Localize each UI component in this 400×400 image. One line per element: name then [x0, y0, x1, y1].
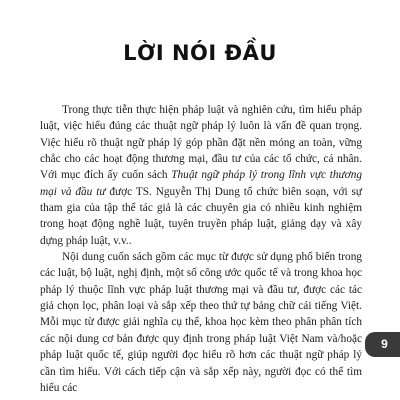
paragraph-2: Nội dung cuốn sách gồm các mục từ được sử dụng phổ biến trong các luật, bộ luật, nghị định, một số công ước quốc tế và trong khoa học pháp lý thuộc lĩnh vực pháp luật thương mại và đầu tư, được các tác giả chọn lọc, phân loại và sắp xếp theo thứ tự bảng chữ cái tiếng Việt. Mỗi mục từ được giải nghĩa cụ thể, khoa học kèm theo phân phân tích các nội dung cơ bản được quy định trong pháp luật Việt Nam và/hoặc pháp luật quốc tế, giúp người đọc hiểu rõ hơn các thuật ngữ pháp lý cần tìm hiểu. Với cách tiếp cận và sắp xếp này, người đọc có thể tìm hiểu các — [40, 251, 362, 394]
paragraph-1-rest: được TS. Nguyễn Thị Dung tổ chức biên soạn, với sự tham gia của tập thể tác giả là các chuyên gia có nhiều kinh nghiệm trong hoạt động nghề luật, tuyên truyền pháp luật, giảng dạy và xây dựng pháp luật, v.v.. — [40, 185, 362, 247]
page-title: LỜI NÓI ĐẦU — [123, 41, 277, 65]
body-text — [40, 102, 362, 396]
book-title-italic: Thuật ngữ pháp lý trong lĩnh vực thương mại và đầu tư — [40, 169, 362, 198]
page-number-tab: 9 — [365, 332, 400, 357]
paragraph-1 — [40, 102, 362, 249]
paragraph-1-text: Trong thực tiễn thực hiện pháp luật và nghiên cứu, tìm hiểu pháp luật, việc hiểu đúng các thuật ngữ pháp lý luôn là vấn đề quan trọng. Việc hiểu rõ thuật ngữ pháp lý góp phần đặt nền móng an toàn, vững chắc cho các hoạt động thương mại, đầu tư của các tổ chức, cá nhân. Với mục đích ấy cuốn sách — [40, 104, 362, 182]
